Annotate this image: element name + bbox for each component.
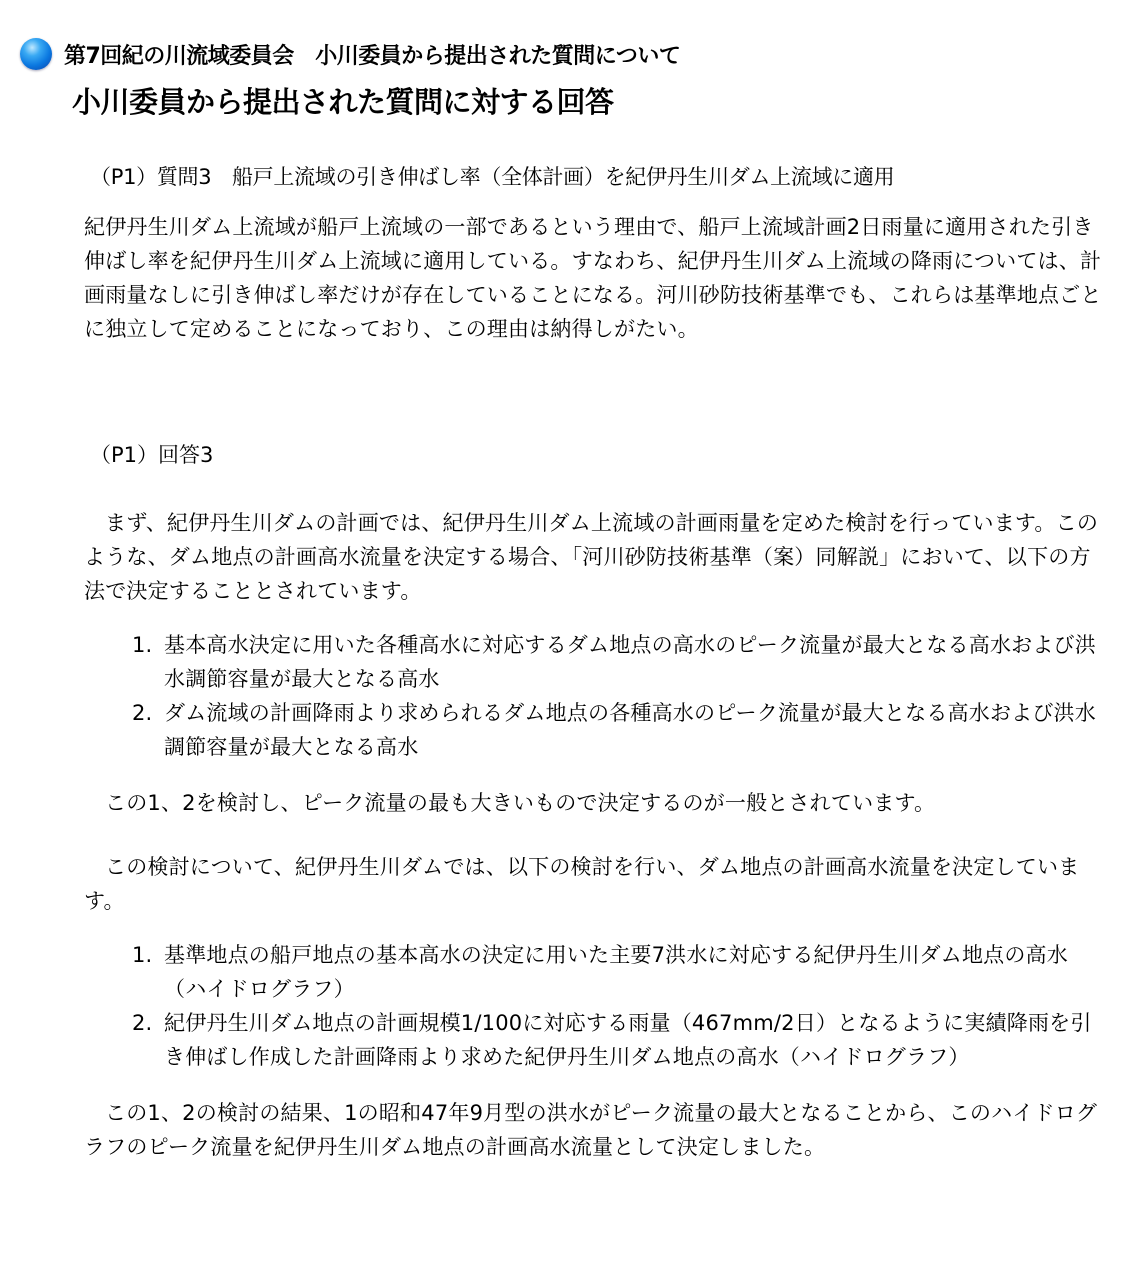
- conclusion-paragraph: この1、2の検討の結果、1の昭和47年9月型の洪水がピーク流量の最大となることから、このハイドログラフのピーク流量を紀伊丹生川ダム地点の計画高水流量として決定しました。: [84, 1101, 1098, 1159]
- general-rule-paragraph: この1、2を検討し、ピーク流量の最も大きいもので決定するのが一般とされています。: [105, 791, 936, 815]
- blue-orb-bullet-icon: [20, 38, 52, 70]
- list-number: 2.: [132, 701, 153, 725]
- document-body: [84, 160, 1104, 1164]
- page-header: [20, 34, 680, 74]
- method-list: [84, 628, 1104, 764]
- method-item: [132, 696, 1104, 764]
- answer-heading: （P1）回答3: [90, 443, 214, 467]
- question-body: 紀伊丹生川ダム上流域が船戸上流域の一部であるという理由で、船戸上流域計画2日雨量に適用された引き伸ばし率を紀伊丹生川ダム上流域に適用している。すなわち、紀伊丹生川ダム上流域の降雨については、計画雨量なしに引き伸ばし率だけが存在していることになる。河川砂防技術基準でも、これらは基準地点ごとに独立して定めることになっており、この理由は納得しがたい。: [84, 215, 1102, 341]
- site-title: 第7回紀の川流域委員会 小川委員から提出された質問について: [64, 43, 681, 69]
- study-intro-paragraph: この検討について、紀伊丹生川ダムでは、以下の検討を行い、ダム地点の計画高水流量を決定しています。: [84, 855, 1080, 913]
- answer-section: [84, 438, 1104, 1164]
- study-item: [132, 938, 1104, 1006]
- list-item-text: 紀伊丹生川ダム地点の計画規模1/100に対応する雨量（467mm/2日）となるように実績降雨を引き伸ばし作成した計画降雨より求めた紀伊丹生川ダム地点の高水（ハイドログラフ）: [164, 1011, 1092, 1069]
- list-number: 2.: [132, 1011, 153, 1035]
- spacer: [84, 820, 1104, 850]
- list-item-text: 基本高水決定に用いた各種高水に対応するダム地点の高水のピーク流量が最大となる高水および洪水調節容量が最大となる高水: [164, 633, 1096, 691]
- study-list: [84, 938, 1104, 1074]
- question-heading: （P1）質問3 船戸上流域の引き伸ばし率（全体計画）を紀伊丹生川ダム上流域に適用: [90, 165, 895, 189]
- question-section: [84, 160, 1104, 346]
- page-title: 小川委員から提出された質問に対する回答: [72, 85, 614, 119]
- method-item: [132, 628, 1104, 696]
- list-item-text: 基準地点の船戸地点の基本高水の決定に用いた主要7洪水に対応する紀伊丹生川ダム地点の高水（ハイドログラフ）: [164, 943, 1068, 1001]
- list-number: 1.: [132, 633, 153, 657]
- list-item-text: ダム流域の計画降雨より求められるダム地点の各種高水のピーク流量が最大となる高水および洪水調節容量が最大となる高水: [164, 701, 1096, 759]
- list-number: 1.: [132, 943, 153, 967]
- answer-intro: まず、紀伊丹生川ダムの計画では、紀伊丹生川ダム上流域の計画雨量を定めた検討を行っています。このような、ダム地点の計画高水流量を決定する場合、「河川砂防技術基準（案）同解説」において、以下の方法で決定することとされています。: [84, 511, 1099, 603]
- study-item: [132, 1006, 1104, 1074]
